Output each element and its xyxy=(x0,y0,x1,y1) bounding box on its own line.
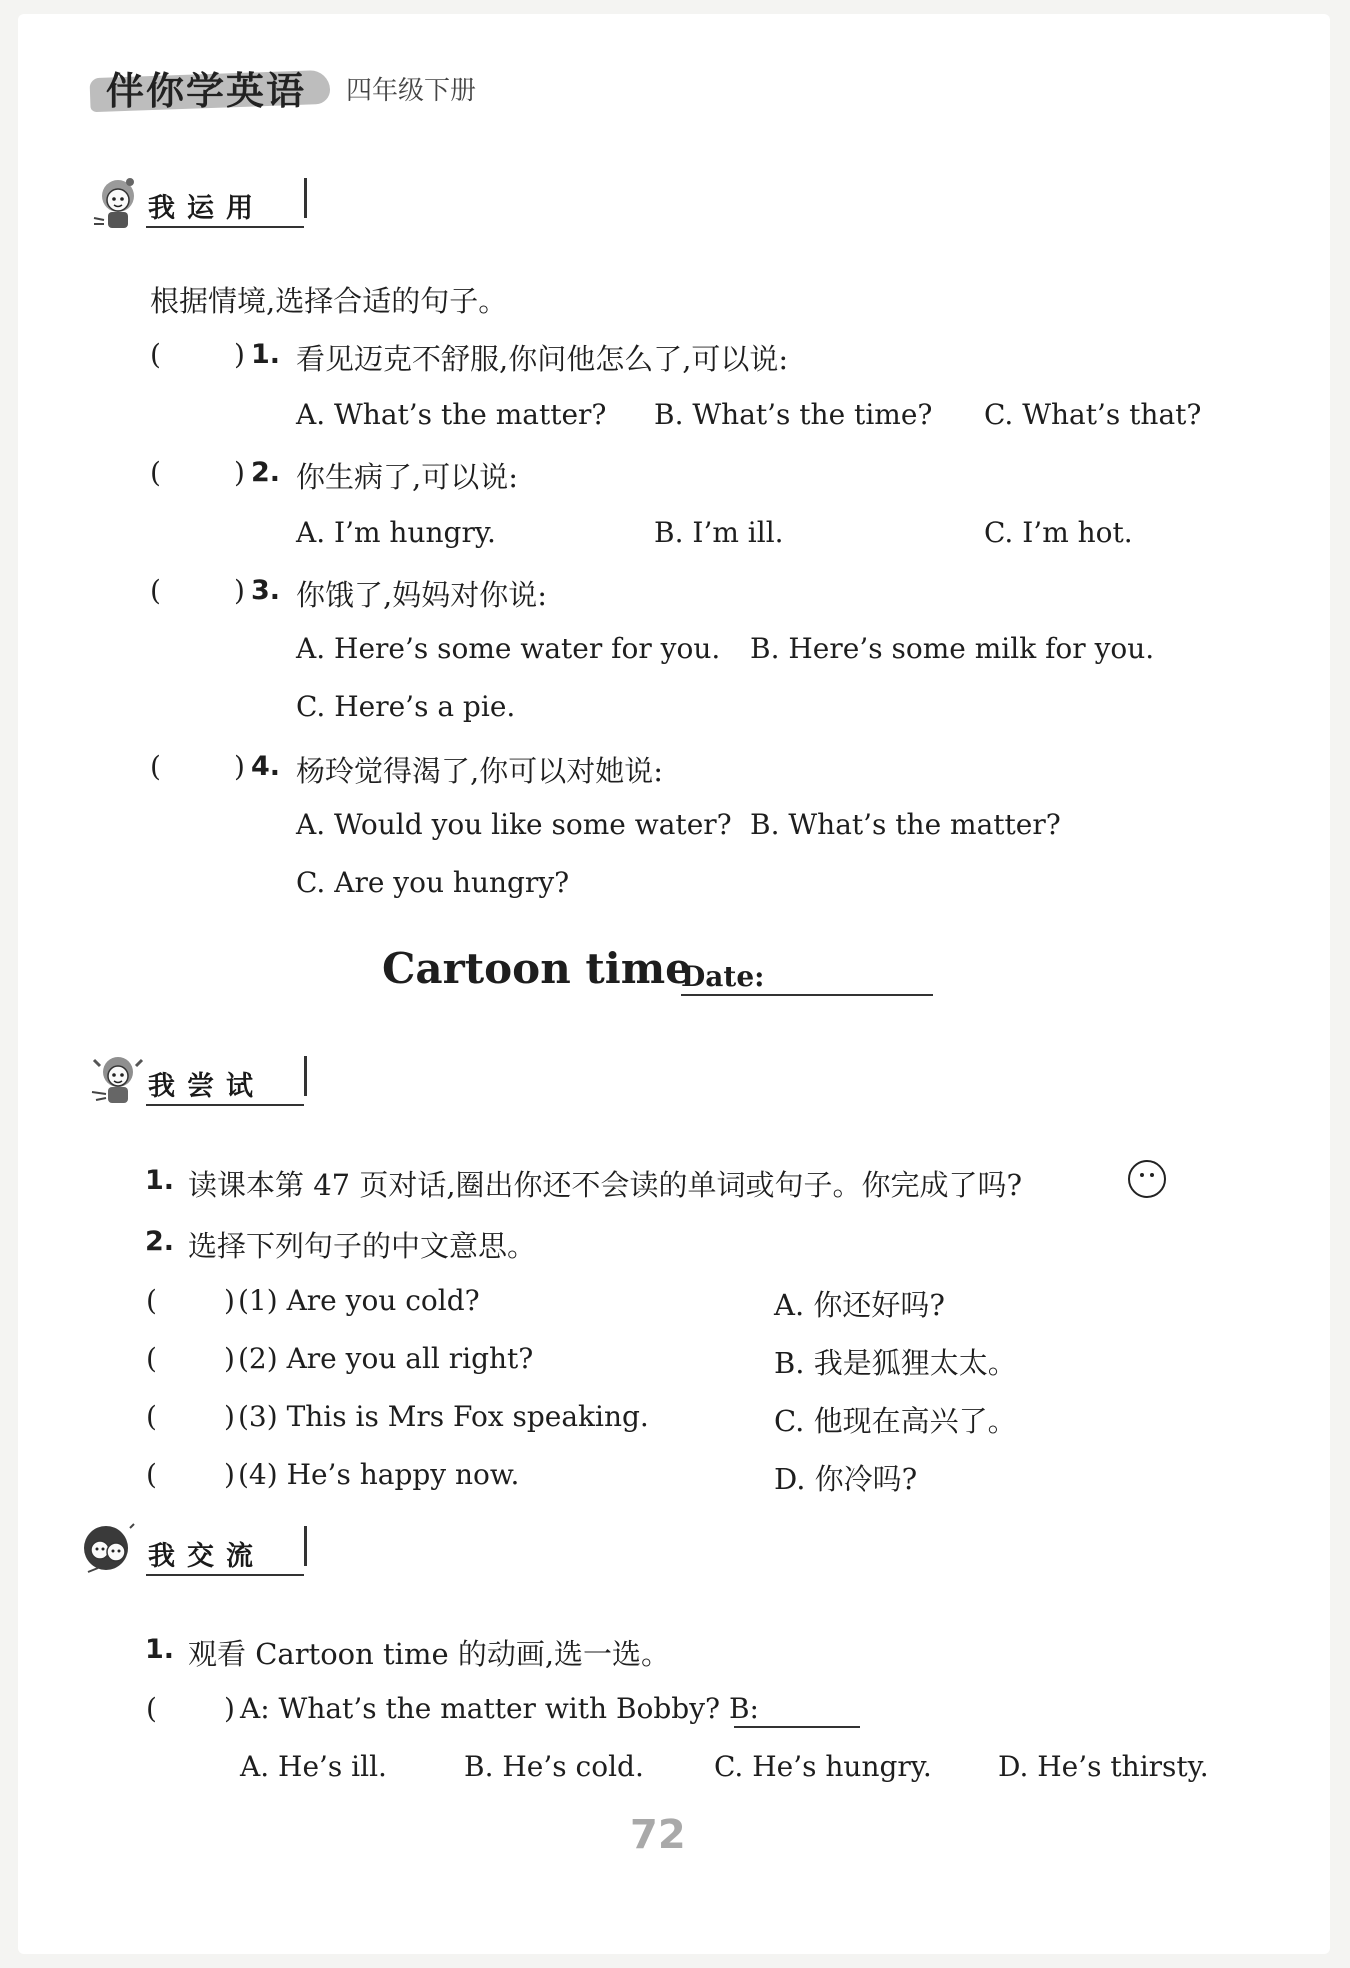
answer-paren: ) xyxy=(234,574,245,607)
option: B. I’m ill. xyxy=(654,516,784,549)
instruction-text: 根据情境,选择合适的句子。 xyxy=(150,284,508,318)
option: A. What’s the matter? xyxy=(296,398,607,431)
cartoon-time-title: Cartoon time xyxy=(382,944,692,993)
answer-paren: ( xyxy=(150,750,161,783)
section-divider xyxy=(304,178,307,218)
option: C. What’s that? xyxy=(984,398,1202,431)
answer-paren: ( xyxy=(146,1692,157,1725)
option: A. Here’s some water for you. xyxy=(296,632,721,665)
answer-paren: ) xyxy=(224,1342,235,1375)
date-label: Date: xyxy=(681,960,765,993)
book-title: 伴你学英语 xyxy=(106,69,307,113)
answer-paren: ( xyxy=(146,1284,157,1317)
question-number: 2. xyxy=(251,457,281,488)
section-label: 我交流 xyxy=(148,1541,265,1572)
answer-paren: ( xyxy=(146,1342,157,1375)
section-label: 我尝试 xyxy=(148,1071,265,1102)
page-number: 72 xyxy=(630,1812,686,1858)
question-prompt: 你饿了,妈妈对你说: xyxy=(296,578,547,612)
girl-avatar-icon xyxy=(90,174,146,234)
dialogue-question: A: What’s the matter with Bobby? B: xyxy=(240,1692,759,1725)
grade-label: 四年级下册 xyxy=(346,76,477,106)
option: C. He’s hungry. xyxy=(714,1750,932,1783)
answer-paren: ( xyxy=(150,456,161,489)
answer-paren: ( xyxy=(150,574,161,607)
girl-avatar-icon xyxy=(90,1052,146,1112)
item-number: 1. xyxy=(145,1165,175,1196)
matching-translation: D. 你冷吗? xyxy=(774,1462,918,1496)
date-blank-line xyxy=(681,994,933,996)
option: B. What’s the time? xyxy=(654,398,933,431)
option: C. Here’s a pie. xyxy=(296,690,516,723)
answer-paren: ( xyxy=(146,1400,157,1433)
matching-translation: C. 他现在高兴了。 xyxy=(774,1404,1017,1438)
section-divider xyxy=(304,1056,307,1096)
smiley-face-icon xyxy=(1128,1160,1166,1198)
matching-sentence: (1) Are you cold? xyxy=(238,1284,480,1317)
question-number: 1. xyxy=(251,339,281,370)
section-divider xyxy=(304,1526,307,1566)
option: D. He’s thirsty. xyxy=(998,1750,1209,1783)
answer-paren: ) xyxy=(224,1284,235,1317)
kids-avatar-icon xyxy=(80,1522,146,1582)
answer-paren: ) xyxy=(234,456,245,489)
answer-paren: ) xyxy=(224,1458,235,1491)
option: A. Would you like some water? xyxy=(296,808,732,841)
option: A. I’m hungry. xyxy=(296,516,496,549)
question-prompt: 你生病了,可以说: xyxy=(296,460,518,494)
section-header-communicate xyxy=(80,1522,330,1582)
item-text: 选择下列句子的中文意思。 xyxy=(188,1229,537,1263)
answer-blank-line xyxy=(734,1726,860,1728)
item-number: 2. xyxy=(145,1226,175,1257)
item-text: 读课本第 47 页对话,圈出你还不会读的单词或句子。你完成了吗? xyxy=(188,1168,1023,1202)
question-prompt: 杨玲觉得渴了,你可以对她说: xyxy=(296,754,663,788)
answer-paren: ) xyxy=(234,750,245,783)
question-number: 3. xyxy=(251,575,281,606)
option: C. I’m hot. xyxy=(984,516,1133,549)
section-underline xyxy=(146,1104,304,1106)
section-header-try xyxy=(90,1052,330,1112)
question-number: 4. xyxy=(251,751,281,782)
option: A. He’s ill. xyxy=(240,1750,387,1783)
option: C. Are you hungry? xyxy=(296,866,570,899)
answer-paren: ( xyxy=(146,1458,157,1491)
matching-sentence: (3) This is Mrs Fox speaking. xyxy=(238,1400,649,1433)
section-underline xyxy=(146,226,304,228)
answer-paren: ( xyxy=(150,338,161,371)
answer-paren: ) xyxy=(224,1400,235,1433)
section-underline xyxy=(146,1574,304,1576)
item-number: 1. xyxy=(145,1634,175,1665)
answer-paren: ) xyxy=(224,1692,235,1725)
section-label: 我运用 xyxy=(148,193,265,224)
section-header-apply xyxy=(90,174,330,234)
matching-translation: B. 我是狐狸太太。 xyxy=(774,1346,1017,1380)
question-prompt: 看见迈克不舒服,你问他怎么了,可以说: xyxy=(296,342,789,376)
option: B. What’s the matter? xyxy=(750,808,1061,841)
item-text: 观看 Cartoon time 的动画,选一选。 xyxy=(188,1637,671,1671)
matching-sentence: (2) Are you all right? xyxy=(238,1342,534,1375)
matching-translation: A. 你还好吗? xyxy=(774,1288,945,1322)
option: B. Here’s some milk for you. xyxy=(750,632,1155,665)
matching-sentence: (4) He’s happy now. xyxy=(238,1458,520,1491)
answer-paren: ) xyxy=(234,338,245,371)
option: B. He’s cold. xyxy=(464,1750,644,1783)
